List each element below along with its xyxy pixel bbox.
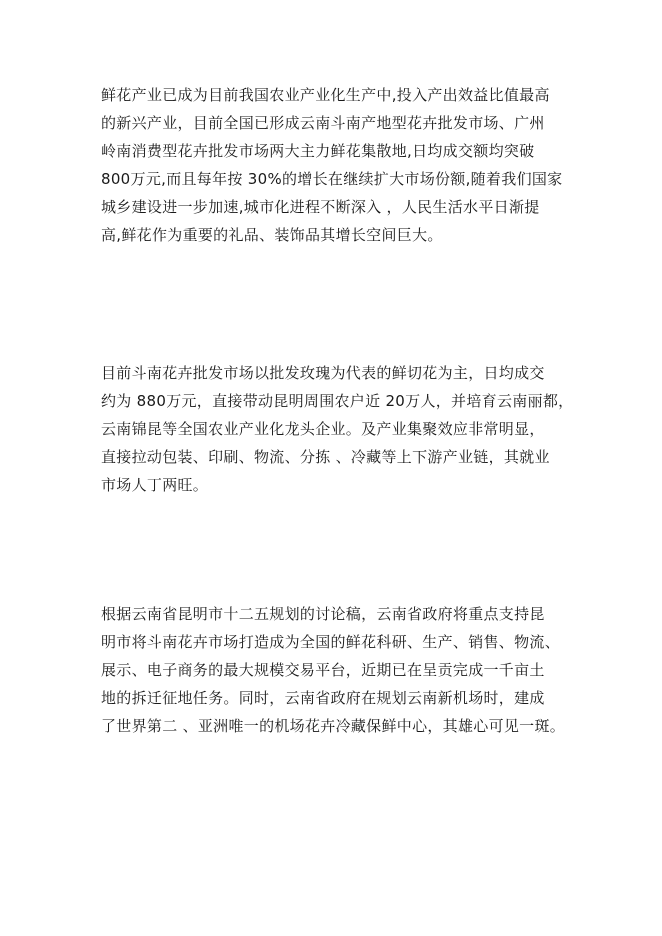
text-line: 城乡建设进一步加速,城市化进程不断深入 ，人民生活水平日渐提: [101, 198, 540, 216]
text-line: 直接拉动包装、印刷、物流、分拣 、冷藏等上下游产业链，其就业: [101, 448, 550, 466]
text-line: 的新兴产业，目前全国已形成云南斗南产地型花卉批发市场、广州: [101, 114, 545, 132]
text-line: 岭南消费型花卉批发市场两大主力鲜花集散地,日均成交额均突破: [101, 142, 535, 160]
text-line: 了世界第二 、亚洲唯一的机场花卉冷藏保鲜中心，其雄心可见一斑。: [101, 717, 566, 735]
text-line: 目前斗南花卉批发市场以批发玫瑰为代表的鲜切花为主，日均成交: [101, 364, 545, 382]
text-line: 约为 880万元，直接带动昆明周围农户近 20万人，并培育云南丽都，: [101, 392, 574, 410]
text-line: 明市将斗南花卉市场打造成为全国的鲜花科研、生产、销售、物流、: [101, 633, 561, 651]
text-line: 高,鲜花作为重要的礼品、装饰品其增长空间巨大。: [101, 226, 443, 244]
text-line: 云南锦昆等全国农业产业化龙头企业。及产业集聚效应非常明显，: [101, 420, 545, 438]
paragraph-dounan-market: [101, 359, 574, 499]
text-line: 市场人丁两旺。: [101, 476, 209, 494]
paragraph-flower-industry: [101, 81, 571, 249]
text-line: 鲜花产业已成为目前我国农业产业化生产中,投入产出效益比值最高: [101, 86, 550, 104]
paragraph-kunming-plan: [101, 600, 571, 740]
text-line: 根据云南省昆明市十二五规划的讨论稿，云南省政府将重点支持昆: [101, 605, 545, 623]
text-line: 展示、电子商务的最大规模交易平台，近期已在呈贡完成一千亩土: [101, 661, 545, 679]
text-line: 地的拆迁征地任务。同时，云南省政府在规划云南新机场时，建成: [101, 689, 545, 707]
text-line: 800万元,而且每年按 30%的增长在继续扩大市场份额,随着我们国家: [101, 170, 563, 188]
